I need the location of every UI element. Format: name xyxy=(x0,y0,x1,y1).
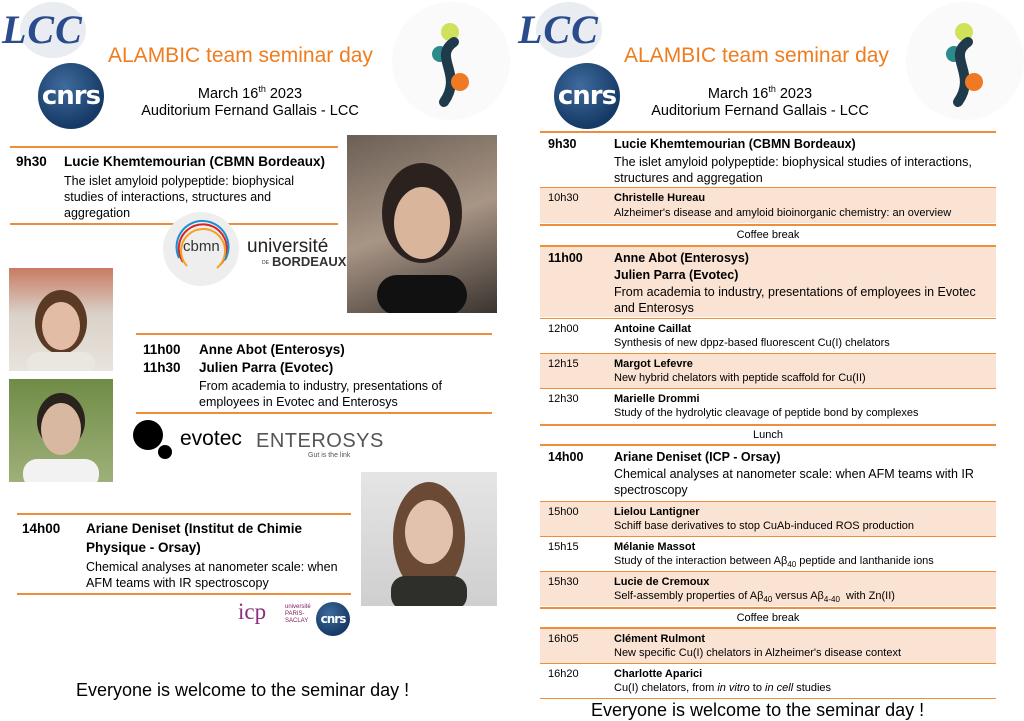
talk-time: 14h00 xyxy=(22,521,61,536)
talk-speaker: Ariane Deniset (Institut de Chimie xyxy=(86,521,303,536)
row-time: 11h00 xyxy=(548,251,583,265)
date-line xyxy=(150,84,350,102)
row-desc: From academia to industry, presentations of employees in Evotec xyxy=(614,285,976,299)
row-time: 12h30 xyxy=(548,393,579,405)
aabc-logo xyxy=(392,2,510,120)
talk-title-line: studies of interactions, structures and xyxy=(64,190,272,204)
lunch-break: Lunch xyxy=(753,429,783,441)
row-time: 15h00 xyxy=(548,506,579,518)
divider xyxy=(540,607,996,609)
talk-title-line: The islet amyloid polypeptide: biophysical xyxy=(64,174,294,188)
talk-speaker: Julien Parra (Evotec) xyxy=(199,360,334,375)
row-desc: Study of the hydrolytic cleavage of peptide bond by complexes xyxy=(614,407,919,419)
divider xyxy=(17,593,351,595)
speaker-photo xyxy=(9,379,113,482)
talk-title-line: AFM teams with IR spectroscopy xyxy=(86,576,269,590)
welcome-message: Everyone is welcome to the seminar day ! xyxy=(591,700,925,720)
row-speaker: Marielle Drommi xyxy=(614,393,700,405)
row-desc-part: with Zn(II) xyxy=(839,590,895,602)
row-desc: Chemical analyses at nanometer scale: when AFM teams with IR xyxy=(614,467,974,481)
divider xyxy=(10,146,338,148)
row-desc xyxy=(614,682,831,694)
schedule-row xyxy=(540,537,996,571)
row-speaker: Margot Lefevre xyxy=(614,358,693,370)
row-desc: Schiff base derivatives to stop CuAb-induced ROS production xyxy=(614,520,915,532)
venue: Auditorium Fernand Gallais - LCC xyxy=(141,103,359,119)
row-speaker: Antoine Caillat xyxy=(614,323,692,335)
page-title: ALAMBIC team seminar day xyxy=(108,44,373,67)
speaker-photo-graphic xyxy=(9,379,113,482)
schedule-row xyxy=(540,354,996,388)
aabc-logo-graphic xyxy=(392,2,510,120)
schedule-row xyxy=(540,247,996,317)
date-year: 2023 xyxy=(775,85,813,102)
evotec-logo-text: evotec xyxy=(180,427,242,450)
talk-title-line: employees in Evotec and Enterosys xyxy=(199,395,398,409)
universite-logo: université xyxy=(247,236,329,257)
date-text: March 16 xyxy=(197,85,259,102)
bordeaux-logo-text: BORDEAUX xyxy=(272,254,347,269)
row-desc-part: to xyxy=(749,682,766,694)
cnrs-logo xyxy=(554,63,620,129)
row-desc-part: Self-assembly properties of Aβ xyxy=(614,590,764,602)
schedule-row xyxy=(540,664,996,698)
row-desc-part: Cu(I) chelators, from xyxy=(614,682,718,694)
divider xyxy=(136,333,492,335)
welcome-message: Everyone is welcome to the seminar day ! xyxy=(76,680,410,700)
speaker-photo xyxy=(9,268,113,371)
talk-title-line: From academia to industry, presentations of xyxy=(199,379,442,393)
venue: Auditorium Fernand Gallais - LCC xyxy=(651,103,869,119)
row-speaker: Ariane Deniset (ICP - Orsay) xyxy=(614,450,781,464)
coffee-break: Coffee break xyxy=(736,229,800,241)
speaker-photo-graphic xyxy=(347,135,497,313)
schedule-row xyxy=(540,389,996,423)
row-time: 9h30 xyxy=(548,137,577,151)
row-desc: Alzheimer's disease and amyloid bioinorganic chemistry: an overview xyxy=(614,207,952,219)
row-desc: New specific Cu(I) chelators in Alzheimer's disease context xyxy=(614,647,901,659)
coffee-break: Coffee break xyxy=(736,612,800,624)
row-speaker: Julien Parra (Evotec) xyxy=(614,268,739,282)
row-desc-subscript: 4-40 xyxy=(823,595,840,605)
speaker-photo-graphic xyxy=(9,268,113,371)
schedule-row xyxy=(540,572,996,606)
row-speaker: Charlotte Aparici xyxy=(614,668,703,680)
schedule-row xyxy=(540,133,996,186)
row-time: 16h05 xyxy=(548,633,579,645)
row-speaker: Lielou Lantigner xyxy=(614,506,700,518)
row-desc-subscript: 40 xyxy=(763,595,773,605)
schedule-row xyxy=(540,446,996,500)
cnrs-logo-text: cnrs xyxy=(557,81,617,111)
evotec-logo-mark xyxy=(133,420,163,450)
speaker-photo-graphic xyxy=(361,472,497,606)
date-suffix: th xyxy=(258,84,266,94)
schedule-row xyxy=(540,319,996,353)
icp-logo: icp xyxy=(238,599,267,624)
date-text: March 16 xyxy=(707,85,769,102)
enterosys-logo-text: ENTEROSYS xyxy=(256,430,384,452)
row-speaker: Clément Rulmont xyxy=(614,633,706,645)
schedule-row xyxy=(540,188,996,223)
evotec-logo-dot xyxy=(158,445,172,459)
talk-time: 11h00 xyxy=(143,342,181,357)
divider xyxy=(17,513,351,515)
aabc-logo-graphic xyxy=(906,2,1024,120)
row-speaker: Christelle Hureau xyxy=(614,192,706,204)
speaker-photo xyxy=(347,135,497,313)
cnrs-logo xyxy=(38,63,104,129)
talk-speaker: Physique - Orsay) xyxy=(86,540,201,555)
schedule-row xyxy=(540,502,996,536)
page-title: ALAMBIC team seminar day xyxy=(624,44,889,67)
row-desc: and Enterosys xyxy=(614,301,694,315)
row-speaker: Mélanie Massot xyxy=(614,541,696,553)
row-desc-part: peptide and lanthanide ions xyxy=(796,555,934,567)
row-desc-part: studies xyxy=(793,682,832,694)
speaker-photo xyxy=(361,472,497,606)
divider xyxy=(540,424,996,426)
divider xyxy=(136,412,492,414)
divider xyxy=(540,698,996,699)
cnrs-logo-text: cnrs xyxy=(41,81,101,111)
row-desc xyxy=(614,555,934,569)
lcc-logo: LCC xyxy=(518,7,599,52)
row-desc: New hybrid chelators with peptide scaffold for Cu(II) xyxy=(614,372,866,384)
row-time: 10h30 xyxy=(548,192,579,204)
row-desc: Synthesis of new dppz-based fluorescent Cu(I) chelators xyxy=(614,337,890,349)
talk-title-line: aggregation xyxy=(64,206,131,220)
row-desc-part: Study of the interaction between Aβ xyxy=(614,555,788,567)
row-time: 15h30 xyxy=(548,576,579,588)
row-desc-italic: in cell xyxy=(765,682,794,694)
cbmn-logo-text: cbmn xyxy=(183,238,220,255)
aabc-logo xyxy=(906,2,1024,120)
row-time: 14h00 xyxy=(548,450,584,464)
bordeaux-logo-de: DE xyxy=(262,260,269,266)
row-time: 12h15 xyxy=(548,358,579,370)
talk-time: 11h30 xyxy=(143,360,181,375)
talk-speaker: Anne Abot (Enterosys) xyxy=(199,342,345,357)
schedule-row xyxy=(540,629,996,663)
date-year: 2023 xyxy=(265,85,303,102)
row-desc-italic: in vitro xyxy=(717,682,750,694)
row-desc-part: versus Aβ xyxy=(772,590,824,602)
row-desc-subscript: 40 xyxy=(787,560,797,570)
date-suffix: th xyxy=(768,84,776,94)
row-time: 12h00 xyxy=(548,323,579,335)
row-time: 15h15 xyxy=(548,541,579,553)
cnrs-logo-small xyxy=(316,602,350,636)
date-line xyxy=(660,84,860,102)
row-speaker: Anne Abot (Enterosys) xyxy=(614,251,749,265)
row-desc: spectroscopy xyxy=(614,483,688,497)
lcc-logo: LCC xyxy=(2,7,83,52)
row-desc: structures and aggregation xyxy=(614,171,763,185)
cnrs-logo-text: cnrs xyxy=(320,612,346,626)
talk-time: 9h30 xyxy=(16,154,47,169)
row-desc xyxy=(614,590,895,604)
talk-speaker: Lucie Khemtemourian (CBMN Bordeaux) xyxy=(64,154,326,169)
enterosys-tagline: Gut is the link xyxy=(308,452,351,459)
paris-saclay-logo: université PARIS-SACLAY xyxy=(285,604,311,624)
row-speaker: Lucie de Cremoux xyxy=(614,576,710,588)
talk-title-line: Chemical analyses at nanometer scale: when xyxy=(86,560,338,574)
row-time: 16h20 xyxy=(548,668,579,680)
divider xyxy=(540,224,996,226)
cbmn-logo xyxy=(163,212,239,286)
row-desc: The islet amyloid polypeptide: biophysical studies of interactions, xyxy=(614,155,972,169)
row-speaker: Lucie Khemtemourian (CBMN Bordeaux) xyxy=(614,137,856,151)
